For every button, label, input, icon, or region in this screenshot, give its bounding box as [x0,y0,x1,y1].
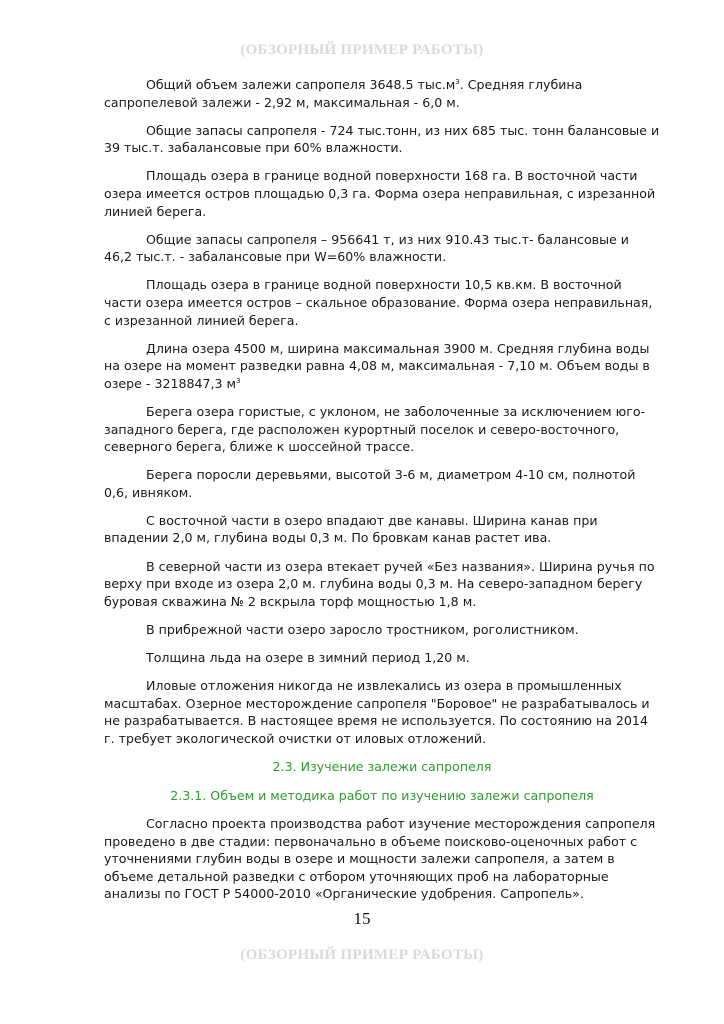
paragraph-lake-area: Площадь озера в границе водной поверхности 168 га. В восточной части озера имеется остров площадью 0,3 га. Форма озера неправильная, с изрезанной линией берега. [104,168,656,219]
watermark-top: (ОБЗОРНЫЙ ПРИМЕР РАБОТЫ) [240,42,484,58]
paragraph-shores: Берега озера гористые, с уклоном, не заболоченные за исключением юго-западного берега, где расположен курортный поселок и северо-восточного, северного берега, ближе к шоссейной трассе. [104,403,646,455]
document-body [104,76,660,914]
paragraph-canals: С восточной части в озеро впадают две канавы. Ширина канав при впадении 2,0 м, глубина воды 0,3 м. По бровкам канав растет ива. [104,512,598,546]
paragraph-vegetation: В прибрежной части озеро заросло тростником, роголистником. [146,621,579,637]
subsection-heading: 2.3.1. Объем и методика работ по изучению залежи сапропеля [170,787,594,803]
paragraph-project-stages: Согласно проекта производства работ изучение месторождения сапропеля проведено в две стадии: первоначально в объеме поисково-оценочных работ с уточнениями глубин воды в озере и мощности залежи сапропеля, а затем в объеме детальной разведки с отбором уточняющих проб на лабораторные анализы по ГОСТ Р 54000-2010 «Органические удобрения. Сапропель». [104,816,656,902]
paragraph-volume: Общий объем залежи сапропеля 3648.5 $тыс.м^3$. Средняя глубина сапропелевой залежи - 2,92 м, максимальная - 6,0 м. [104,77,583,110]
paragraph-reserves: Общие запасы сапропеля - 724 тыс.тонн, из них 685 тыс. тонн балансовые и 39 тыс.т. забалансовые при 60% влажности. [104,122,660,156]
page-number: 15 [353,909,371,928]
paragraph-reserves-2: Общие запасы сапропеля – 956641 т, из них 910.43 тыс.т- балансовые и 46,2 тыс.т. - забалансовые при W=60% влажности. [104,231,629,265]
watermark-bottom: (ОБЗОРНЫЙ ПРИМЕР РАБОТЫ) [240,947,484,963]
paragraph-stream: В северной части из озера втекает ручей «Без названия». Ширина ручья по верху при входе из озера 2,0 м. глубина воды 0,3 м. На северо-западном берегу буровая скважина № 2 вскрыла торф мощностью 1,8 м. [104,558,655,609]
paragraph-trees: Берега поросли деревьями, высотой 3-6 м, диаметром 4-10 см, полнотой 0,6, ивняком. [104,467,636,500]
paragraph-lake-dimensions: Длина озера 4500 м, ширина максимальная 3900 м. Средняя глубина воды на озере на момент разведки равна 4,08 м, максимальная - 7,10 м. Объем воды в озере - 3218847,3 $м^3$ [104,340,650,391]
paragraph-sediments: Иловые отложения никогда не извлекались из озера в промышленных масштабах. Озерное месторождение сапропеля "Боровое" не разрабатывалось и не разрабатывается. В настоящее время не используется. По состоянию на 2014 г. требует экологической очистки от иловых отложений. [104,678,650,746]
paragraph-lake-area-2: Площадь озера в границе водной поверхности 10,5 кв.км. В восточной части озера имеется остров – скальное образование. Форма озера неправильная, с изрезанной линией берега. [104,277,653,328]
paragraph-ice: Толщина льда на озере в зимний период 1,20 м. [146,649,470,665]
section-heading: 2.3. Изучение залежи сапропеля [272,758,492,774]
